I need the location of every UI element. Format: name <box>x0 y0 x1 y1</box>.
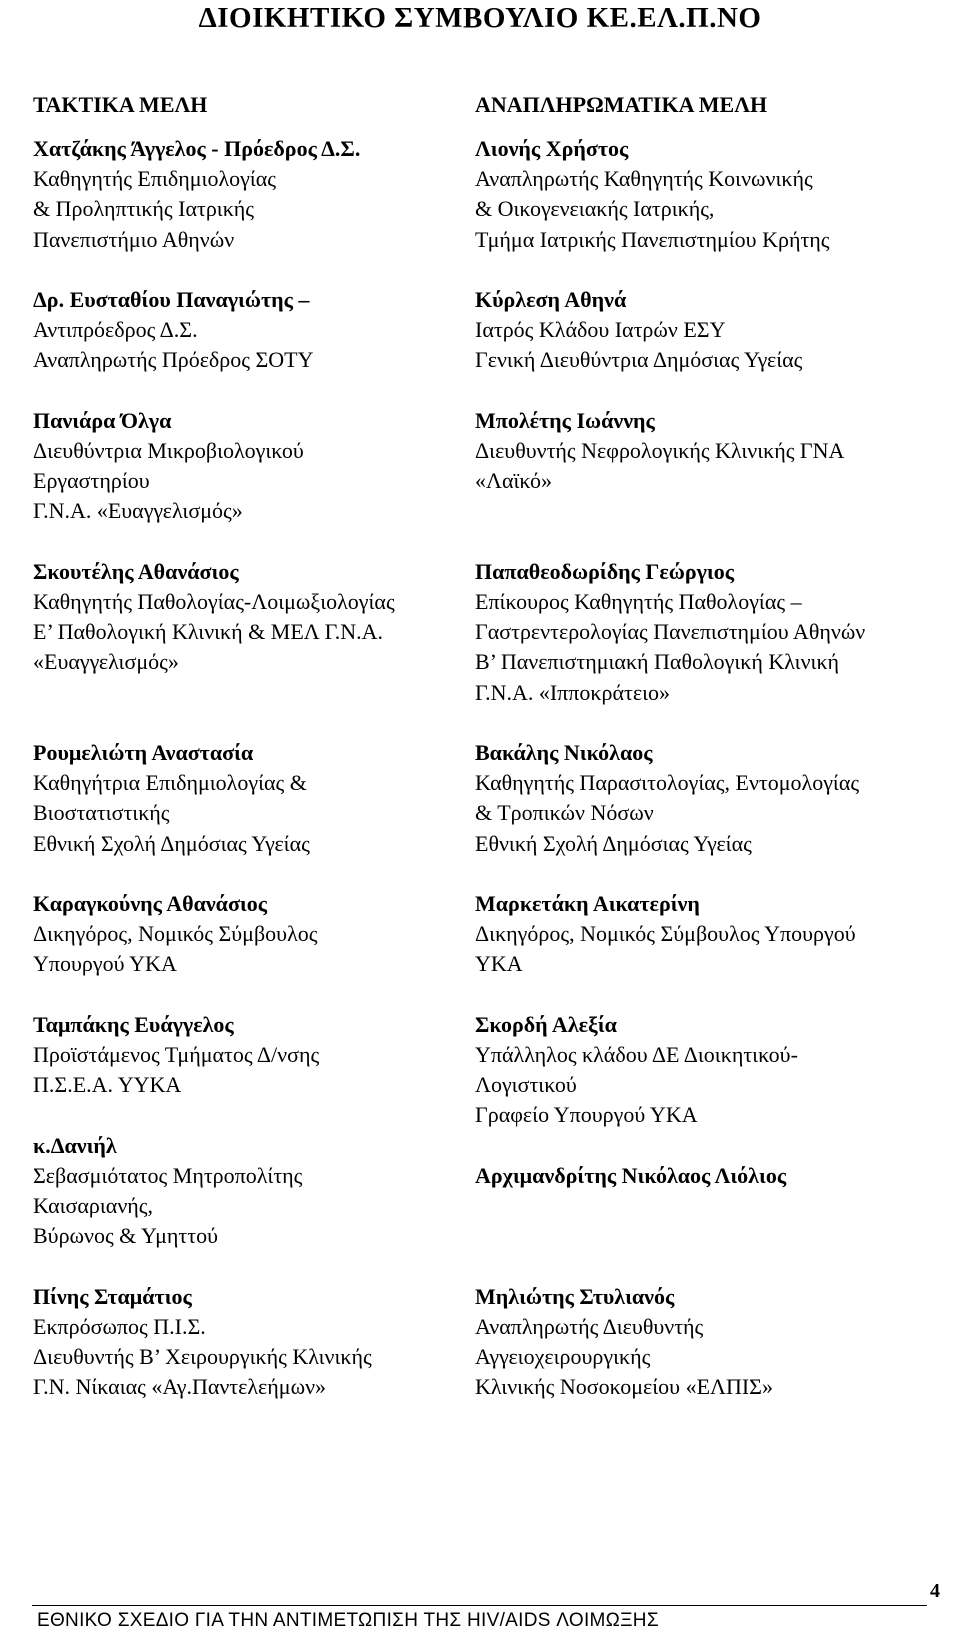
regular-members-list <box>33 134 463 1402</box>
member-entry <box>33 1131 463 1282</box>
entry-spacer <box>33 1100 463 1130</box>
member-detail-line: Δικηγόρος, Νομικός Σύμβουλος Υπουργού <box>475 921 856 947</box>
member-name: Πίνης Σταμάτιος <box>33 1283 192 1309</box>
entry-spacer <box>33 708 463 738</box>
entry-spacer <box>33 376 463 406</box>
member-entry <box>475 738 945 889</box>
member-detail-line: Υπάλληλος κλάδου ΔΕ Διοικητικού- <box>475 1042 798 1067</box>
entry-spacer <box>33 859 463 889</box>
member-detail-line: & Τροπικών Νόσων <box>475 800 654 826</box>
entry-spacer <box>475 255 945 285</box>
member-entry <box>475 557 945 738</box>
member-detail-line: Γ.Ν.Α. «Ευαγγελισμός» <box>33 498 243 524</box>
member-detail-line: Β’ Πανεπιστημιακή Παθολογική Κλινική <box>475 649 840 675</box>
member-detail-line: Γ.Ν.Α. «Ιπποκράτειο» <box>475 679 670 705</box>
member-entry <box>33 134 463 285</box>
member-entry <box>475 134 945 285</box>
member-detail-line: Ιατρός Κλάδου Ιατρών ΕΣΥ <box>475 317 726 343</box>
alternate-members-list <box>475 134 945 1402</box>
member-detail-line: Εκπρόσωπος Π.Ι.Σ. <box>33 1313 206 1339</box>
member-entry <box>33 738 463 889</box>
member-name: Καραγκούνης Αθανάσιος <box>33 891 268 916</box>
regular-members-heading: ΤΑΚΤΙΚΑ ΜΕΛΗ <box>33 92 208 117</box>
footer-text: ΕΘΝΙΚΟ ΣΧΕΔΙΟ ΓΙΑ ΤΗΝ ΑΝΤΙΜΕΤΩΠΙΣΗ ΤΗΣ HIV/AIDS ΛΟΙΜΩΞΗΣ <box>37 1610 659 1631</box>
document-title: ΔΙΟΙΚΗΤΙΚΟ ΣΥΜΒΟΥΛΙΟ ΚΕ.ΕΛ.Π.ΝΟ <box>198 2 762 34</box>
member-detail-line: & Οικογενειακής Ιατρικής, <box>475 196 715 222</box>
entry-spacer <box>475 1131 945 1161</box>
member-detail-line: Διευθυντής Β’ Χειρουργικής Κλινικής <box>33 1344 372 1369</box>
regular-members-column <box>33 90 463 1402</box>
member-name: Ταμπάκης Ευάγγελος <box>33 1011 234 1037</box>
member-detail-line: ΥΚΑ <box>475 951 523 977</box>
footer-divider <box>32 1605 927 1606</box>
member-detail-line: Καθηγητής Επιδημιολογίας <box>33 166 277 192</box>
member-detail-line: Ε’ Παθολογική Κλινική & ΜΕΛ Γ.Ν.Α. <box>33 619 383 645</box>
member-detail-line: Προϊστάμενος Τμήματος Δ/νσης <box>33 1042 320 1067</box>
entry-spacer <box>33 1251 463 1281</box>
member-detail-line: Υπουργού ΥΚΑ <box>33 951 177 977</box>
member-detail-line: Βιοστατιστικής <box>33 800 170 826</box>
member-detail-line: Καθηγητής Παθολογίας-Λοιμωξιολογίας <box>33 589 395 614</box>
member-name: Σκουτέλης Αθανάσιος <box>33 558 239 584</box>
member-detail-line: Καθηγήτρια Επιδημιολογίας & <box>33 770 307 796</box>
member-detail-line: Πανεπιστήμιο Αθηνών <box>33 226 235 252</box>
entry-spacer <box>475 708 945 738</box>
member-detail-line: Γραφείο Υπουργού ΥΚΑ <box>475 1102 698 1128</box>
member-detail-line: Εθνική Σχολή Δημόσιας Υγείας <box>33 830 310 856</box>
member-name: Κύρλεση Αθηνά <box>475 287 627 312</box>
entry-spacer <box>475 376 945 406</box>
entry-spacer <box>475 1251 945 1281</box>
member-detail-line <box>475 496 945 526</box>
alternate-members-column <box>475 90 945 1402</box>
member-name: Μπολέτης Ιωάννης <box>475 407 655 433</box>
member-name: Μαρκετάκη Αικατερίνη <box>475 891 700 916</box>
member-detail-line: & Προληπτικής Ιατρικής <box>33 196 255 222</box>
member-entry <box>33 406 463 557</box>
member-name: κ.Δανιήλ <box>33 1132 117 1158</box>
member-entry <box>33 285 463 406</box>
member-entry <box>475 889 945 1010</box>
alternate-members-heading: ΑΝΑΠΛΗΡΩΜΑΤΙΚΑ ΜΕΛΗ <box>475 92 768 117</box>
member-name: Πανιάρα Όλγα <box>33 407 172 433</box>
member-detail-line: Αγγειοχειρουργικής <box>475 1344 651 1369</box>
member-entry <box>475 406 945 557</box>
member-entry <box>475 285 945 406</box>
member-detail-line: Διευθυντής Νεφρολογικής Κλινικής ΓΝΑ <box>475 438 845 463</box>
member-detail-line: Λογιστικού <box>475 1072 577 1098</box>
entry-spacer <box>33 980 463 1010</box>
member-entry <box>475 1282 945 1403</box>
member-detail-line: Γενική Διευθύντρια Δημόσιας Υγείας <box>475 347 803 373</box>
entry-spacer <box>475 527 945 557</box>
member-detail-line: Γ.Ν. Νίκαιας «Αγ.Παντελεήμων» <box>33 1374 327 1400</box>
member-detail-line: Τμήμα Ιατρικής Πανεπιστημίου Κρήτης <box>475 226 830 252</box>
member-entry <box>33 889 463 1010</box>
member-detail-line: Καθηγητής Παρασιτολογίας, Εντομολογίας <box>475 770 860 796</box>
entry-spacer <box>475 859 945 889</box>
member-detail-line: Εθνική Σχολή Δημόσιας Υγείας <box>475 830 752 856</box>
member-detail-line: Αναπληρωτής Διευθυντής <box>475 1313 704 1339</box>
entry-spacer <box>33 255 463 285</box>
member-detail-line: Σεβασμιότατος Μητροπολίτης <box>33 1162 303 1188</box>
member-detail-line: Αναπληρωτής Πρόεδρος ΣΟΤΥ <box>33 347 314 373</box>
member-entry <box>33 557 463 738</box>
member-name: Ρουμελιώτη Αναστασία <box>33 740 254 765</box>
member-entry <box>475 1161 945 1282</box>
entry-spacer <box>475 980 945 1010</box>
member-detail-line: Γαστρεντερολογίας Πανεπιστημίου Αθηνών <box>475 619 866 645</box>
member-detail-line: Εργαστηρίου <box>33 468 150 494</box>
member-name: Μηλιώτης Στυλιανός <box>475 1283 675 1309</box>
member-detail-line: Αναπληρωτής Καθηγητής Κοινωνικής <box>475 166 813 192</box>
member-name: Δρ. Ευσταθίου Παναγιώτης – <box>33 287 310 312</box>
member-name: Λιονής Χρήστος <box>475 136 629 161</box>
member-entry <box>33 1282 463 1403</box>
member-detail-line: Επίκουρος Καθηγητής Παθολογίας – <box>475 589 802 614</box>
member-detail-line: Διευθύντρια Μικροβιολογικού <box>33 438 304 463</box>
member-detail-line: Κλινικής Νοσοκομείου «ΕΛΠΙΣ» <box>475 1374 773 1400</box>
member-detail-line: Δικηγόρος, Νομικός Σύμβουλος <box>33 921 318 947</box>
entry-spacer <box>33 527 463 557</box>
member-name: Αρχιμανδρίτης Νικόλαος Λιόλιος <box>475 1162 787 1188</box>
member-name: Χατζάκης Άγγελος - Πρόεδρος Δ.Σ. <box>33 136 361 161</box>
member-detail-line: Π.Σ.Ε.Α. ΥΥΚΑ <box>33 1072 182 1098</box>
member-name: Βακάλης Νικόλαος <box>475 740 653 765</box>
page-number: 4 <box>930 1580 940 1602</box>
member-detail-line <box>475 1191 945 1221</box>
member-detail-line: Αντιπρόεδρος Δ.Σ. <box>33 317 198 343</box>
member-detail-line: «Λαϊκό» <box>475 468 552 494</box>
member-detail-line: Βύρωνος & Υμηττού <box>33 1223 219 1249</box>
member-name: Σκορδή Αλεξία <box>475 1011 617 1037</box>
member-entry <box>475 1010 945 1161</box>
member-entry <box>33 1010 463 1131</box>
member-name: Παπαθεοδωρίδης Γεώργιος <box>475 558 735 584</box>
member-detail-line <box>33 678 463 708</box>
member-detail-line: «Ευαγγελισμός» <box>33 649 179 675</box>
member-detail-line: Καισαριανής, <box>33 1193 153 1218</box>
member-detail-line <box>475 1221 945 1251</box>
